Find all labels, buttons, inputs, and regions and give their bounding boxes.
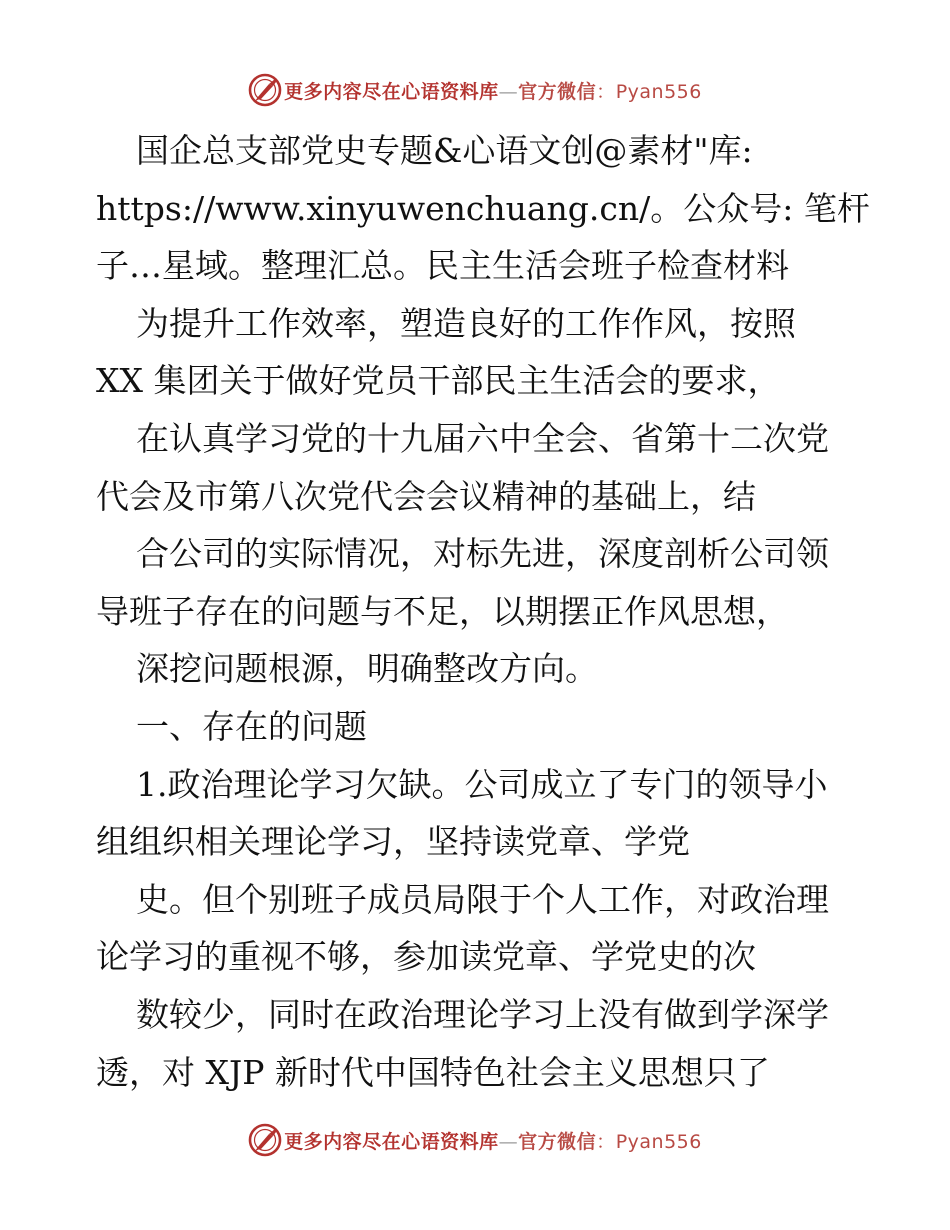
- body-line: 组组织相关理论学习，坚持读党章、学党: [96, 822, 690, 862]
- body-line: 深挖问题根源，明确整改方向。: [136, 649, 598, 689]
- quill-pen-circle-logo-icon: [248, 1123, 282, 1157]
- footer-banner: [0, 1120, 950, 1160]
- quill-pen-circle-logo-icon: [248, 73, 282, 107]
- banner-handle: Pyan556: [615, 80, 702, 103]
- body-line: 合公司的实际情况，对标先进，深度剖析公司领: [136, 534, 829, 574]
- body-line: 国企总支部党史专题&心语文创@素材"库:: [136, 131, 753, 170]
- body-line: 子…星域。整理汇总。民主生活会班子检查材料: [96, 246, 789, 286]
- body-line: 透，对 XJP 新时代中国特色社会主义思想只了: [96, 1052, 770, 1092]
- banner-brand: 更多内容尽在心语资料库: [284, 1130, 499, 1153]
- banner-dash: —: [498, 80, 519, 103]
- banner-wechat-label: 官方微信: [518, 1130, 597, 1153]
- body-line: XX 集团关于做好党员干部民主生活会的要求，: [96, 361, 781, 401]
- banner-handle: Pyan556: [615, 1130, 702, 1153]
- body-line: 数较少，同时在政治理论学习上没有做到学深学: [136, 994, 829, 1034]
- body-line: 为提升工作效率，塑造良好的工作作风，按照: [136, 303, 796, 343]
- banner-colon: ：: [596, 80, 616, 103]
- body-line: 论学习的重视不够，参加读党章、学党史的次: [96, 937, 756, 977]
- section-heading: 一、存在的问题: [136, 706, 367, 746]
- body-line: https://www.xinyuwenchuang.cn/。公众号: 笔杆: [96, 188, 870, 228]
- banner-wechat-label: 官方微信: [518, 80, 597, 103]
- header-banner: [0, 70, 950, 110]
- body-line: 代会及市第八次党代会会议精神的基础上，结: [96, 476, 756, 516]
- banner-colon: ：: [596, 1130, 616, 1153]
- body-line: 史。但个别班子成员局限于个人工作，对政治理: [136, 879, 829, 919]
- banner-dash: —: [498, 1130, 519, 1153]
- body-line: 导班子存在的问题与不足，以期摆正作风思想，: [96, 591, 789, 631]
- body-line: 1.政治理论学习欠缺。公司成立了专门的领导小: [136, 764, 828, 804]
- footer-banner-text: [284, 1127, 702, 1154]
- header-banner-text: [284, 77, 702, 104]
- body-line: 在认真学习党的十九届六中全会、省第十二次党: [136, 418, 829, 458]
- document-body: [96, 122, 870, 1101]
- banner-brand: 更多内容尽在心语资料库: [284, 80, 499, 103]
